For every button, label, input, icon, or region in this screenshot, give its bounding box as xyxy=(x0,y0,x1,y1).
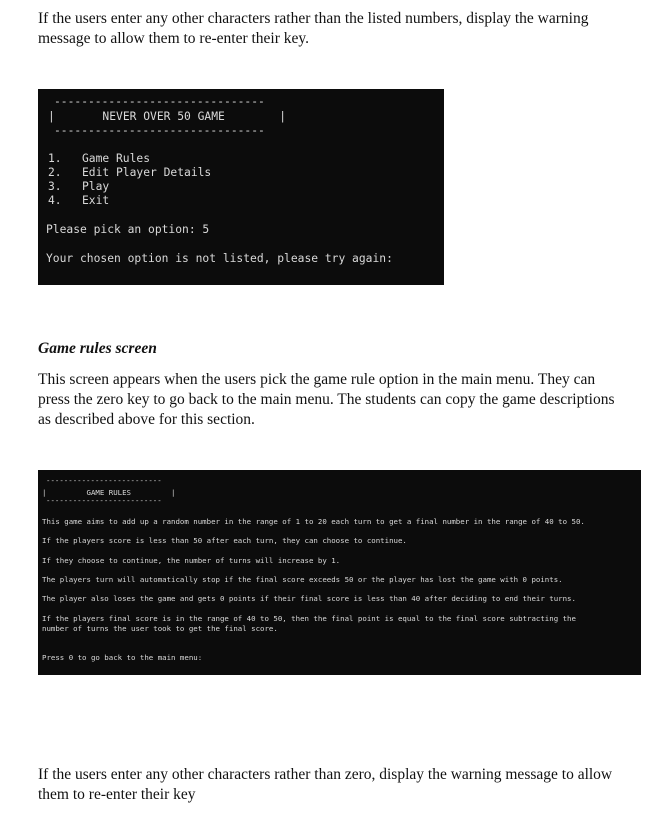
menu-top-border: ------------------------------- xyxy=(54,95,265,108)
outro-line: If the users enter any other characters rather than zero, display the warning message to allow xyxy=(38,766,613,783)
rule-line: If the players final score is in the range of 40 to 50, then the final point is equal to the final score subtracting the xyxy=(42,614,576,623)
menu-item-number: 1. xyxy=(48,152,62,165)
intro-line: If the users enter any other characters rather than the listed numbers, display the warning xyxy=(38,10,589,27)
menu-item-game-rules: Game Rules xyxy=(82,152,151,165)
menu-error-message: Your chosen option is not listed, please try again: xyxy=(46,252,393,265)
menu-item-number: 3. xyxy=(48,180,62,193)
menu-item-exit: Exit xyxy=(82,194,110,207)
menu-title-row: | NEVER OVER 50 GAME | xyxy=(48,110,287,123)
game-rules-console-screenshot xyxy=(38,470,641,675)
rule-line: If they choose to continue, the number of turns will increase by 1. xyxy=(42,556,341,565)
rules-top-border: -------------------------- xyxy=(46,476,162,485)
section-line: as described above for this section. xyxy=(38,411,255,428)
section-line: This screen appears when the users pick the game rule option in the main menu. They can xyxy=(38,371,596,388)
menu-bottom-border: ------------------------------- xyxy=(54,124,265,137)
rule-line: The players turn will automatically stop if the final score exceeds 50 or the player has lost the game with 0 points. xyxy=(42,575,563,584)
menu-prompt: Please pick an option: 5 xyxy=(46,223,210,236)
menu-item-number: 2. xyxy=(48,166,62,179)
section-heading: Game rules screen xyxy=(38,340,157,357)
main-menu-console-screenshot xyxy=(38,89,444,285)
section-paragraph xyxy=(38,370,638,430)
rule-line: This game aims to add up a random number in the range of 1 to 20 each turn to get a final number in the range of 40 to 50. xyxy=(42,517,585,526)
intro-paragraph xyxy=(38,9,638,49)
rule-line: number of turns the user took to get the final score. xyxy=(42,624,278,633)
menu-item-edit-player-details: Edit Player Details xyxy=(82,166,212,179)
outro-line: them to re-enter their key xyxy=(38,786,196,803)
section-line: press the zero key to go back to the main menu. The students can copy the game descriptions xyxy=(38,391,615,408)
rules-prompt: Press 0 to go back to the main menu: xyxy=(42,653,203,662)
menu-item-number: 4. xyxy=(48,194,62,207)
rules-bottom-border: -------------------------- xyxy=(46,496,162,505)
rule-line: If the players score is less than 50 after each turn, they can choose to continue. xyxy=(42,536,407,545)
intro-line: message to allow them to re-enter their key. xyxy=(38,30,310,47)
outro-paragraph xyxy=(38,765,638,805)
menu-item-play: Play xyxy=(82,180,110,193)
rule-line: The player also loses the game and gets 0 points if their final score is less than 40 after deciding to end their turns. xyxy=(42,594,576,603)
rules-title-row: | GAME RULES | xyxy=(42,488,176,497)
